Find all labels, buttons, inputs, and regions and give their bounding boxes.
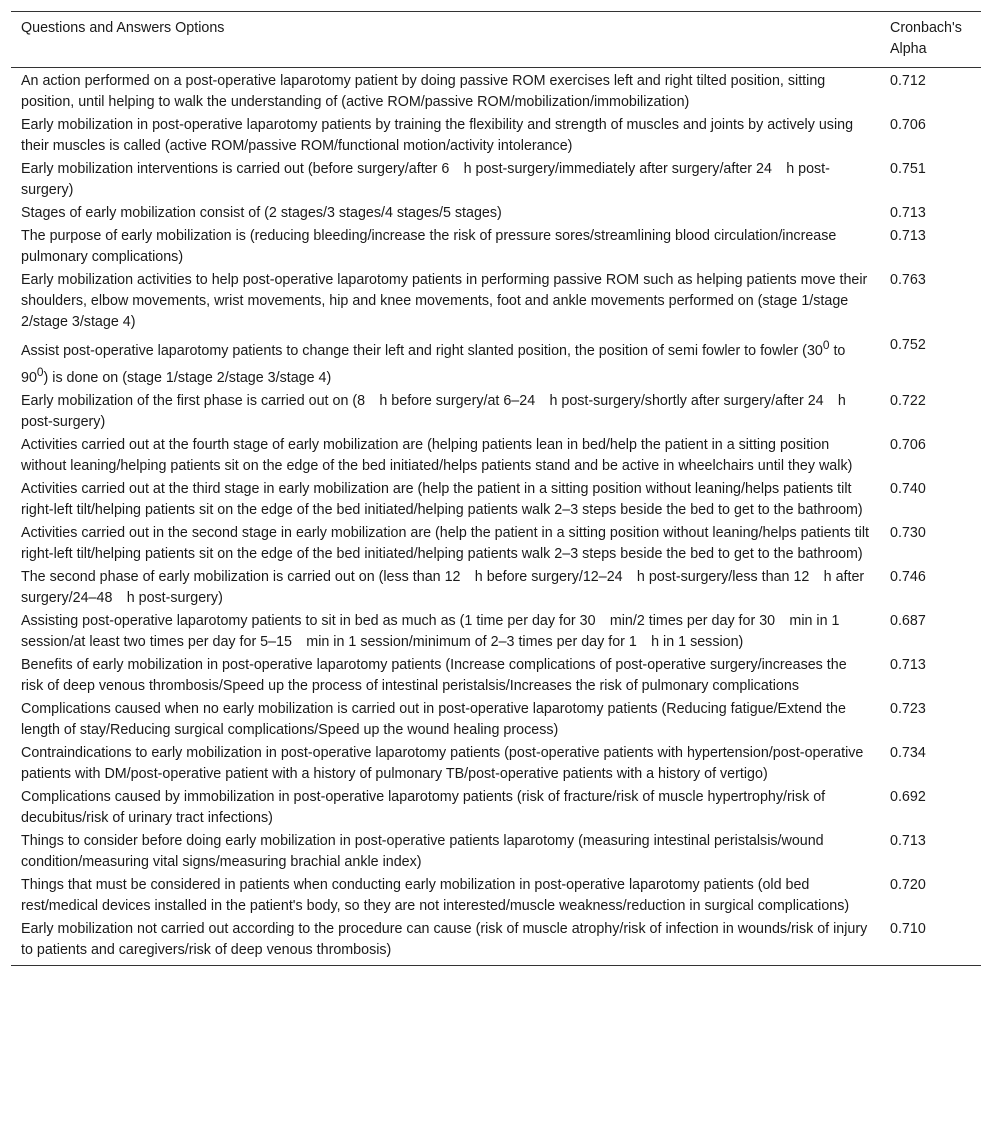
alpha-cell: 0.687 <box>890 612 926 629</box>
table-row <box>11 742 981 786</box>
table-row <box>11 334 981 390</box>
question-cell: The purpose of early mobilization is (reducing bleeding/increase the risk of pressure sores/streamlining blood circulation/increase pulmonary complications) <box>21 228 837 265</box>
question-text-middle: to 90 <box>21 342 846 386</box>
alpha-cell: 0.713 <box>890 832 926 849</box>
question-cell: Activities carried out at the third stage in early mobilization are (help the patient in a sitting position without leaning/helps patients tilt right-left tilt/helping patients sit on the edge of the bed initiated/helping patients walk 2–3 steps beside the bed to get to the bathroom) <box>21 480 863 518</box>
alpha-cell: 0.713 <box>890 228 926 244</box>
question-cell: Stages of early mobilization consist of (2 stages/3 stages/4 stages/5 stages) <box>21 205 502 221</box>
question-cell: Early mobilization of the first phase is carried out on (8 h before surgery/at 6–24 h post-surgery/shortly after surgery/after 24 h post-surgery) <box>21 392 846 430</box>
table-row <box>11 478 981 522</box>
question-cell: Complications caused by immobilization in post-operative laparotomy patients (risk of fracture/risk of muscle hypertrophy/risk of decubitus/risk of urinary tract infections) <box>21 788 826 826</box>
table-row <box>11 654 981 698</box>
alpha-cell: 0.713 <box>890 656 926 673</box>
alpha-cell: 0.746 <box>890 568 926 585</box>
question-cell: Benefits of early mobilization in post-operative laparotomy patients (Increase complications of post-operative surgery/increases the risk of deep venous thrombosis/Speed up the process of intestinal peristalsis/Increases the risk of pulmonary complications <box>21 656 847 694</box>
alpha-cell: 0.730 <box>890 524 926 541</box>
question-text-start: Assist post-operative laparotomy patients to change their left and right slanted position, the position of semi fowler to fowler (30 <box>21 342 823 359</box>
alpha-cell: 0.706 <box>890 117 926 133</box>
table-row <box>11 918 981 966</box>
header-questions: Questions and Answers Options <box>21 20 225 36</box>
alpha-cell: 0.722 <box>890 392 926 409</box>
alpha-cell: 0.752 <box>890 337 926 353</box>
reliability-table-container <box>11 11 981 966</box>
question-cell: Activities carried out in the second stage in early mobilization are (help the patient in a sitting position without leaning/helps patients tilt right-left tilt/helping patients sit on the edge of the bed initiated/helping patients walk 2–3 steps beside the bed to get to the bathroom) <box>21 524 869 562</box>
alpha-cell: 0.740 <box>890 480 926 497</box>
alpha-cell: 0.720 <box>890 876 926 893</box>
table-row <box>11 786 981 830</box>
question-cell: Early mobilization activities to help post-operative laparotomy patients in performing passive ROM such as helping patients move their shoulders, elbow movements, wrist movements, hip and knee movements, foot and ankle movements performed on (stage 1/stage 2/stage 3/stage 4) <box>21 272 868 330</box>
table-header-row <box>11 12 981 68</box>
table-row <box>11 114 981 158</box>
table-row <box>11 202 981 225</box>
question-cell: Things that must be considered in patients when conducting early mobilization in post-operative laparotomy patients (old bed rest/medical devices installed in the patient's body, so they are not interested/muscle weakness/reduction in surgical complications) <box>21 876 850 914</box>
table-row <box>11 522 981 566</box>
table-row <box>11 158 981 202</box>
alpha-cell: 0.710 <box>890 920 926 937</box>
table-row <box>11 610 981 654</box>
table-row <box>11 225 981 269</box>
alpha-cell: 0.713 <box>890 205 926 221</box>
header-cronbach-alpha: Cronbach's Alpha <box>890 20 962 57</box>
alpha-cell: 0.706 <box>890 436 926 453</box>
table-row <box>11 269 981 334</box>
reliability-table <box>11 11 981 966</box>
question-cell: Things to consider before doing early mobilization in post-operative patients laparotomy (measuring intestinal peristalsis/wound condition/measuring vital signs/measuring brachial ankle index) <box>21 832 824 870</box>
question-cell: Complications caused when no early mobilization is carried out in post-operative laparotomy patients (Reducing fatigue/Extend the length of stay/Reducing surgical complications/Speed up the wound healing process) <box>21 700 846 738</box>
question-cell: Early mobilization in post-operative laparotomy patients by training the flexibility and strength of muscles and joints by actively using their muscles is called (active ROM/passive ROM/functional motion/activity intolerance) <box>21 117 854 154</box>
question-cell: Activities carried out at the fourth stage of early mobilization are (helping patients lean in bed/help the patient in a sitting position without leaning/helping patients sit on the edge of the bed initiated/helps patients stand and be active in wheelchairs until they walk) <box>21 436 853 474</box>
alpha-cell: 0.763 <box>890 272 926 288</box>
question-cell <box>11 334 880 390</box>
question-cell: Early mobilization interventions is carried out (before surgery/after 6 h post-surgery/immediately after surgery/after 24 h post-surgery) <box>21 161 830 198</box>
question-cell: Assisting post-operative laparotomy patients to sit in bed as much as (1 time per day for 30 min/2 times per day for 30 min in 1 session/at least two times per day for 5–15 min in 1 session/minimum of 2–3 times per day for 1 h in 1 session) <box>21 612 840 650</box>
question-cell: Contraindications to early mobilization in post-operative laparotomy patients (post-operative patients with hypertension/post-operative patients with DM/post-operative patient with a history of pulmonary TB/post-operative patients with a history of vertigo) <box>21 744 864 782</box>
alpha-cell: 0.734 <box>890 744 926 761</box>
superscript: 0 <box>822 338 830 352</box>
alpha-cell: 0.723 <box>890 700 926 717</box>
question-text-end: ) is done on (stage 1/stage 2/stage 3/stage 4) <box>43 369 332 386</box>
table-row <box>11 68 981 115</box>
alpha-cell: 0.712 <box>890 73 926 89</box>
question-cell: Early mobilization not carried out according to the procedure can cause (risk of muscle atrophy/risk of infection in wounds/risk of injury to patients and caregivers/risk of deep venous thrombosis) <box>21 920 868 958</box>
table-row <box>11 698 981 742</box>
question-cell: The second phase of early mobilization is carried out on (less than 12 h before surgery/12–24 h post-surgery/less than 12 h after surgery/24–48 h post-surgery) <box>21 568 865 606</box>
superscript: 0 <box>36 364 44 379</box>
table-row <box>11 390 981 434</box>
question-cell: An action performed on a post-operative laparotomy patient by doing passive ROM exercises left and right tilted position, sitting position, until helping to walk the understanding of (active ROM/passive ROM/mobilization/immobilization) <box>21 73 826 110</box>
table-row <box>11 830 981 874</box>
table-row <box>11 434 981 478</box>
alpha-cell: 0.751 <box>890 161 926 177</box>
alpha-cell: 0.692 <box>890 788 926 805</box>
table-row <box>11 874 981 918</box>
table-row <box>11 566 981 610</box>
